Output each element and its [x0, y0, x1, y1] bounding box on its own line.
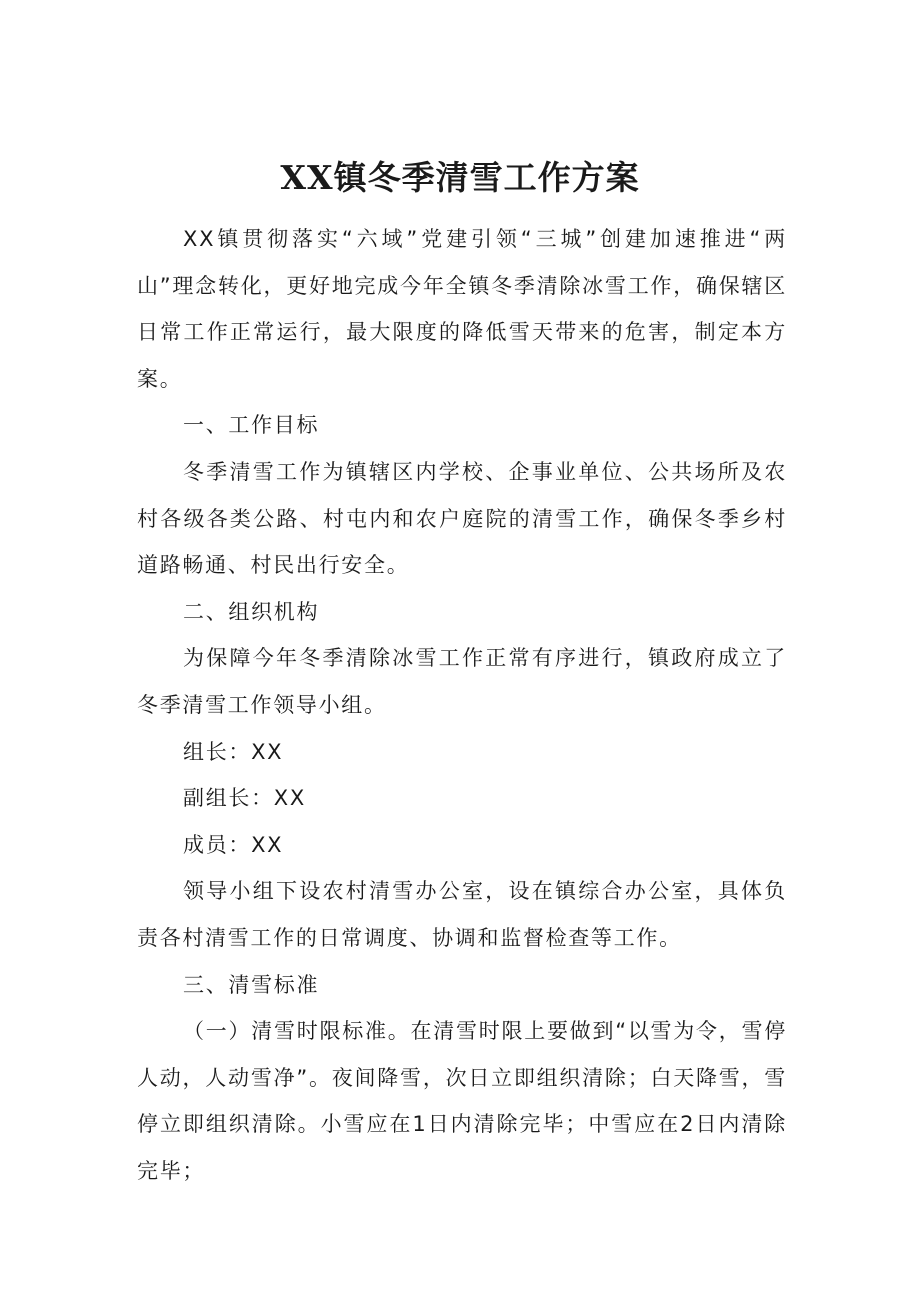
members-line: 成员：XX [183, 832, 284, 857]
time-standard-paragraph: （一）清雪时限标准。在清雪时限上要做到“以雪为令，雪停人动，人动雪净”。夜间降雪，次日立即组织清除；白天降雪，雪停立即组织清除。小雪应在1日内清除完毕；中雪应在2日内清除完毕； [137, 1019, 787, 1183]
document-title: XX镇冬季清雪工作方案 [280, 158, 640, 197]
section-heading-standards: 三、清雪标准 [183, 972, 320, 997]
office-paragraph: 领导小组下设农村清雪办公室，设在镇综合办公室，具体负责各村清雪工作的日常调度、协调和监督检查等工作。 [137, 879, 787, 950]
goals-paragraph: 冬季清雪工作为镇辖区内学校、企事业单位、公共场所及农村各级各类公路、村屯内和农户庭院的清雪工作，确保冬季乡村道路畅通、村民出行安全。 [137, 459, 787, 578]
section-heading-goals: 一、工作目标 [183, 413, 320, 438]
organization-paragraph: 为保障今年冬季清除冰雪工作正常有序进行，镇政府成立了冬季清雪工作领导小组。 [137, 646, 787, 717]
section-heading-organization: 二、组织机构 [183, 599, 320, 624]
intro-paragraph: XX镇贯彻落实“六域”党建引领“三城”创建加速推进“两山”理念转化，更好地完成今年全镇冬季清除冰雪工作，确保辖区日常工作正常运行，最大限度的降低雪天带来的危害，制定本方案。 [137, 227, 787, 391]
document-body [137, 216, 787, 1194]
deputy-leader-line: 副组长：XX [183, 786, 306, 811]
team-leader-line: 组长：XX [183, 739, 284, 764]
